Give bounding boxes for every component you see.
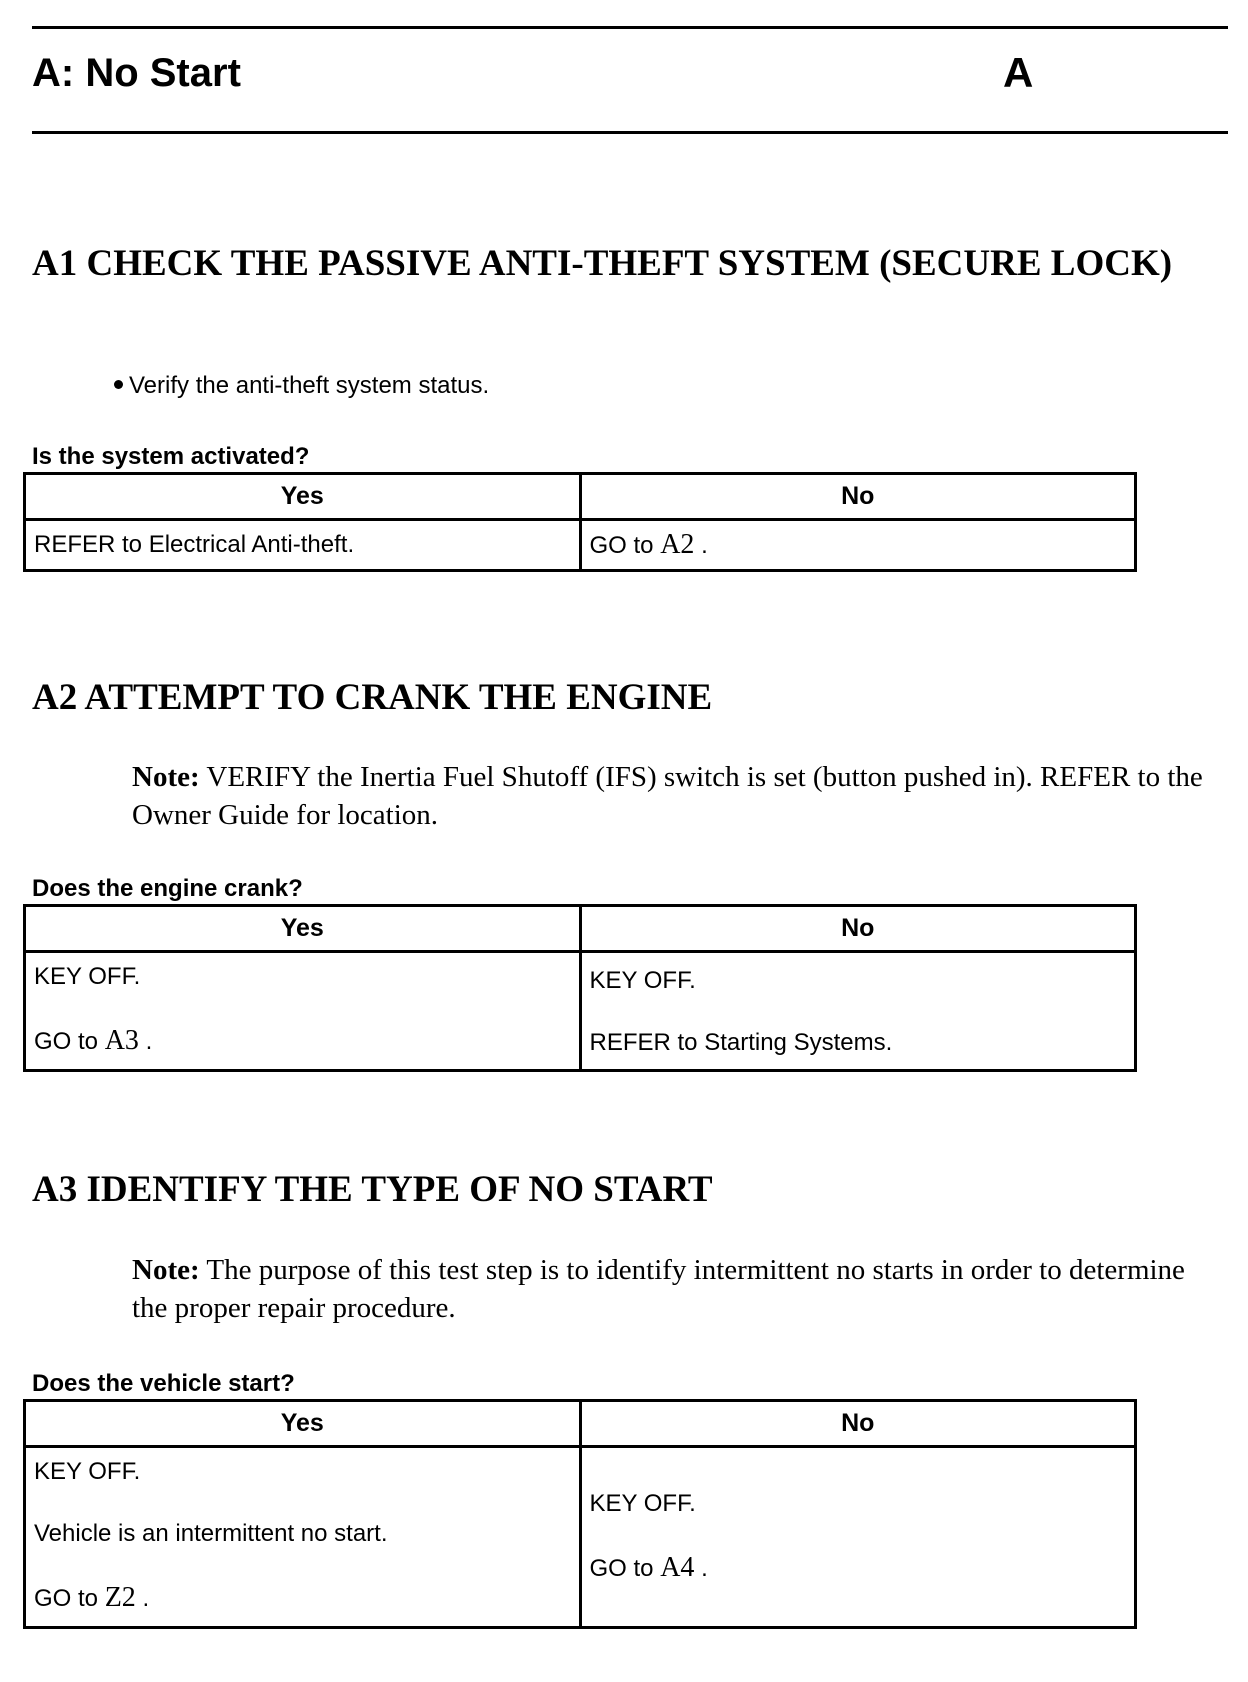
- no-header: No: [580, 906, 1136, 952]
- yes-line-2: Vehicle is an intermittent no start.: [34, 1520, 388, 1547]
- yes-line-1: KEY OFF.: [34, 1458, 141, 1485]
- yes-header: Yes: [25, 474, 581, 520]
- yes-cell: [25, 1447, 581, 1628]
- step-a1-heading: A1 CHECK THE PASSIVE ANTI-THEFT SYSTEM (SECURE LOCK): [32, 243, 1173, 284]
- step-a1-question: Is the system activated?: [32, 443, 310, 470]
- goto-suffix: .: [138, 1028, 153, 1055]
- yes-goto: [34, 1025, 571, 1057]
- step-a1-bullet: [114, 371, 489, 401]
- goto-link-a2[interactable]: A2: [660, 529, 695, 560]
- goto-prefix: GO to: [589, 532, 661, 559]
- yes-line-1: KEY OFF.: [34, 963, 141, 990]
- no-line-1: KEY OFF.: [589, 1490, 696, 1517]
- no-line-1: KEY OFF.: [589, 967, 696, 994]
- yes-goto: [34, 1582, 571, 1614]
- goto-prefix: GO to: [34, 1585, 105, 1612]
- no-goto: [590, 529, 1127, 561]
- goto-suffix: .: [694, 532, 708, 559]
- bullet-icon: [114, 380, 123, 389]
- step-a2-note: [132, 758, 1212, 834]
- note-label: Note:: [132, 1254, 200, 1286]
- note-text: The purpose of this test step is to identify intermittent no starts in order to determine the proper repair procedure.: [132, 1254, 1185, 1324]
- goto-suffix: .: [694, 1555, 708, 1582]
- note-text: VERIFY the Inertia Fuel Shutoff (IFS) switch is set (button pushed in). REFER to the Owner Guide for location.: [132, 761, 1203, 831]
- yes-header: Yes: [25, 906, 581, 952]
- no-header: No: [580, 474, 1136, 520]
- goto-prefix: GO to: [589, 1555, 661, 1582]
- step-a3-question: Does the vehicle start?: [32, 1370, 295, 1397]
- step-a2-table: [23, 904, 1137, 1072]
- step-a3-note: [132, 1251, 1212, 1327]
- goto-prefix: GO to: [34, 1028, 105, 1055]
- goto-link-a3[interactable]: A3: [104, 1025, 139, 1056]
- section-letter: A: [1003, 49, 1034, 96]
- page-title: A: No Start: [32, 51, 241, 95]
- no-cell: [580, 520, 1136, 571]
- step-a3-heading: A3 IDENTIFY THE TYPE OF NO START: [32, 1169, 713, 1210]
- header-rule: [32, 131, 1228, 134]
- step-a1-table: [23, 472, 1137, 572]
- no-cell: [580, 952, 1136, 1071]
- yes-text: REFER to Electrical Anti-theft.: [34, 531, 355, 558]
- no-cell: [580, 1447, 1136, 1628]
- bullet-text: Verify the anti-theft system status.: [129, 372, 490, 399]
- yes-cell: [25, 520, 581, 571]
- top-rule: [32, 26, 1228, 29]
- no-header: No: [580, 1401, 1136, 1447]
- goto-link-z2[interactable]: Z2: [104, 1582, 136, 1613]
- no-goto: [590, 1552, 1127, 1584]
- yes-header: Yes: [25, 1401, 581, 1447]
- step-a2-question: Does the engine crank?: [32, 875, 303, 902]
- goto-link-a4[interactable]: A4: [660, 1552, 695, 1583]
- no-line-2: REFER to Starting Systems.: [589, 1029, 893, 1056]
- note-label: Note:: [132, 761, 200, 793]
- goto-suffix: .: [135, 1585, 150, 1612]
- step-a2-heading: A2 ATTEMPT TO CRANK THE ENGINE: [32, 677, 713, 718]
- yes-cell: [25, 952, 581, 1071]
- step-a3-table: [23, 1399, 1137, 1629]
